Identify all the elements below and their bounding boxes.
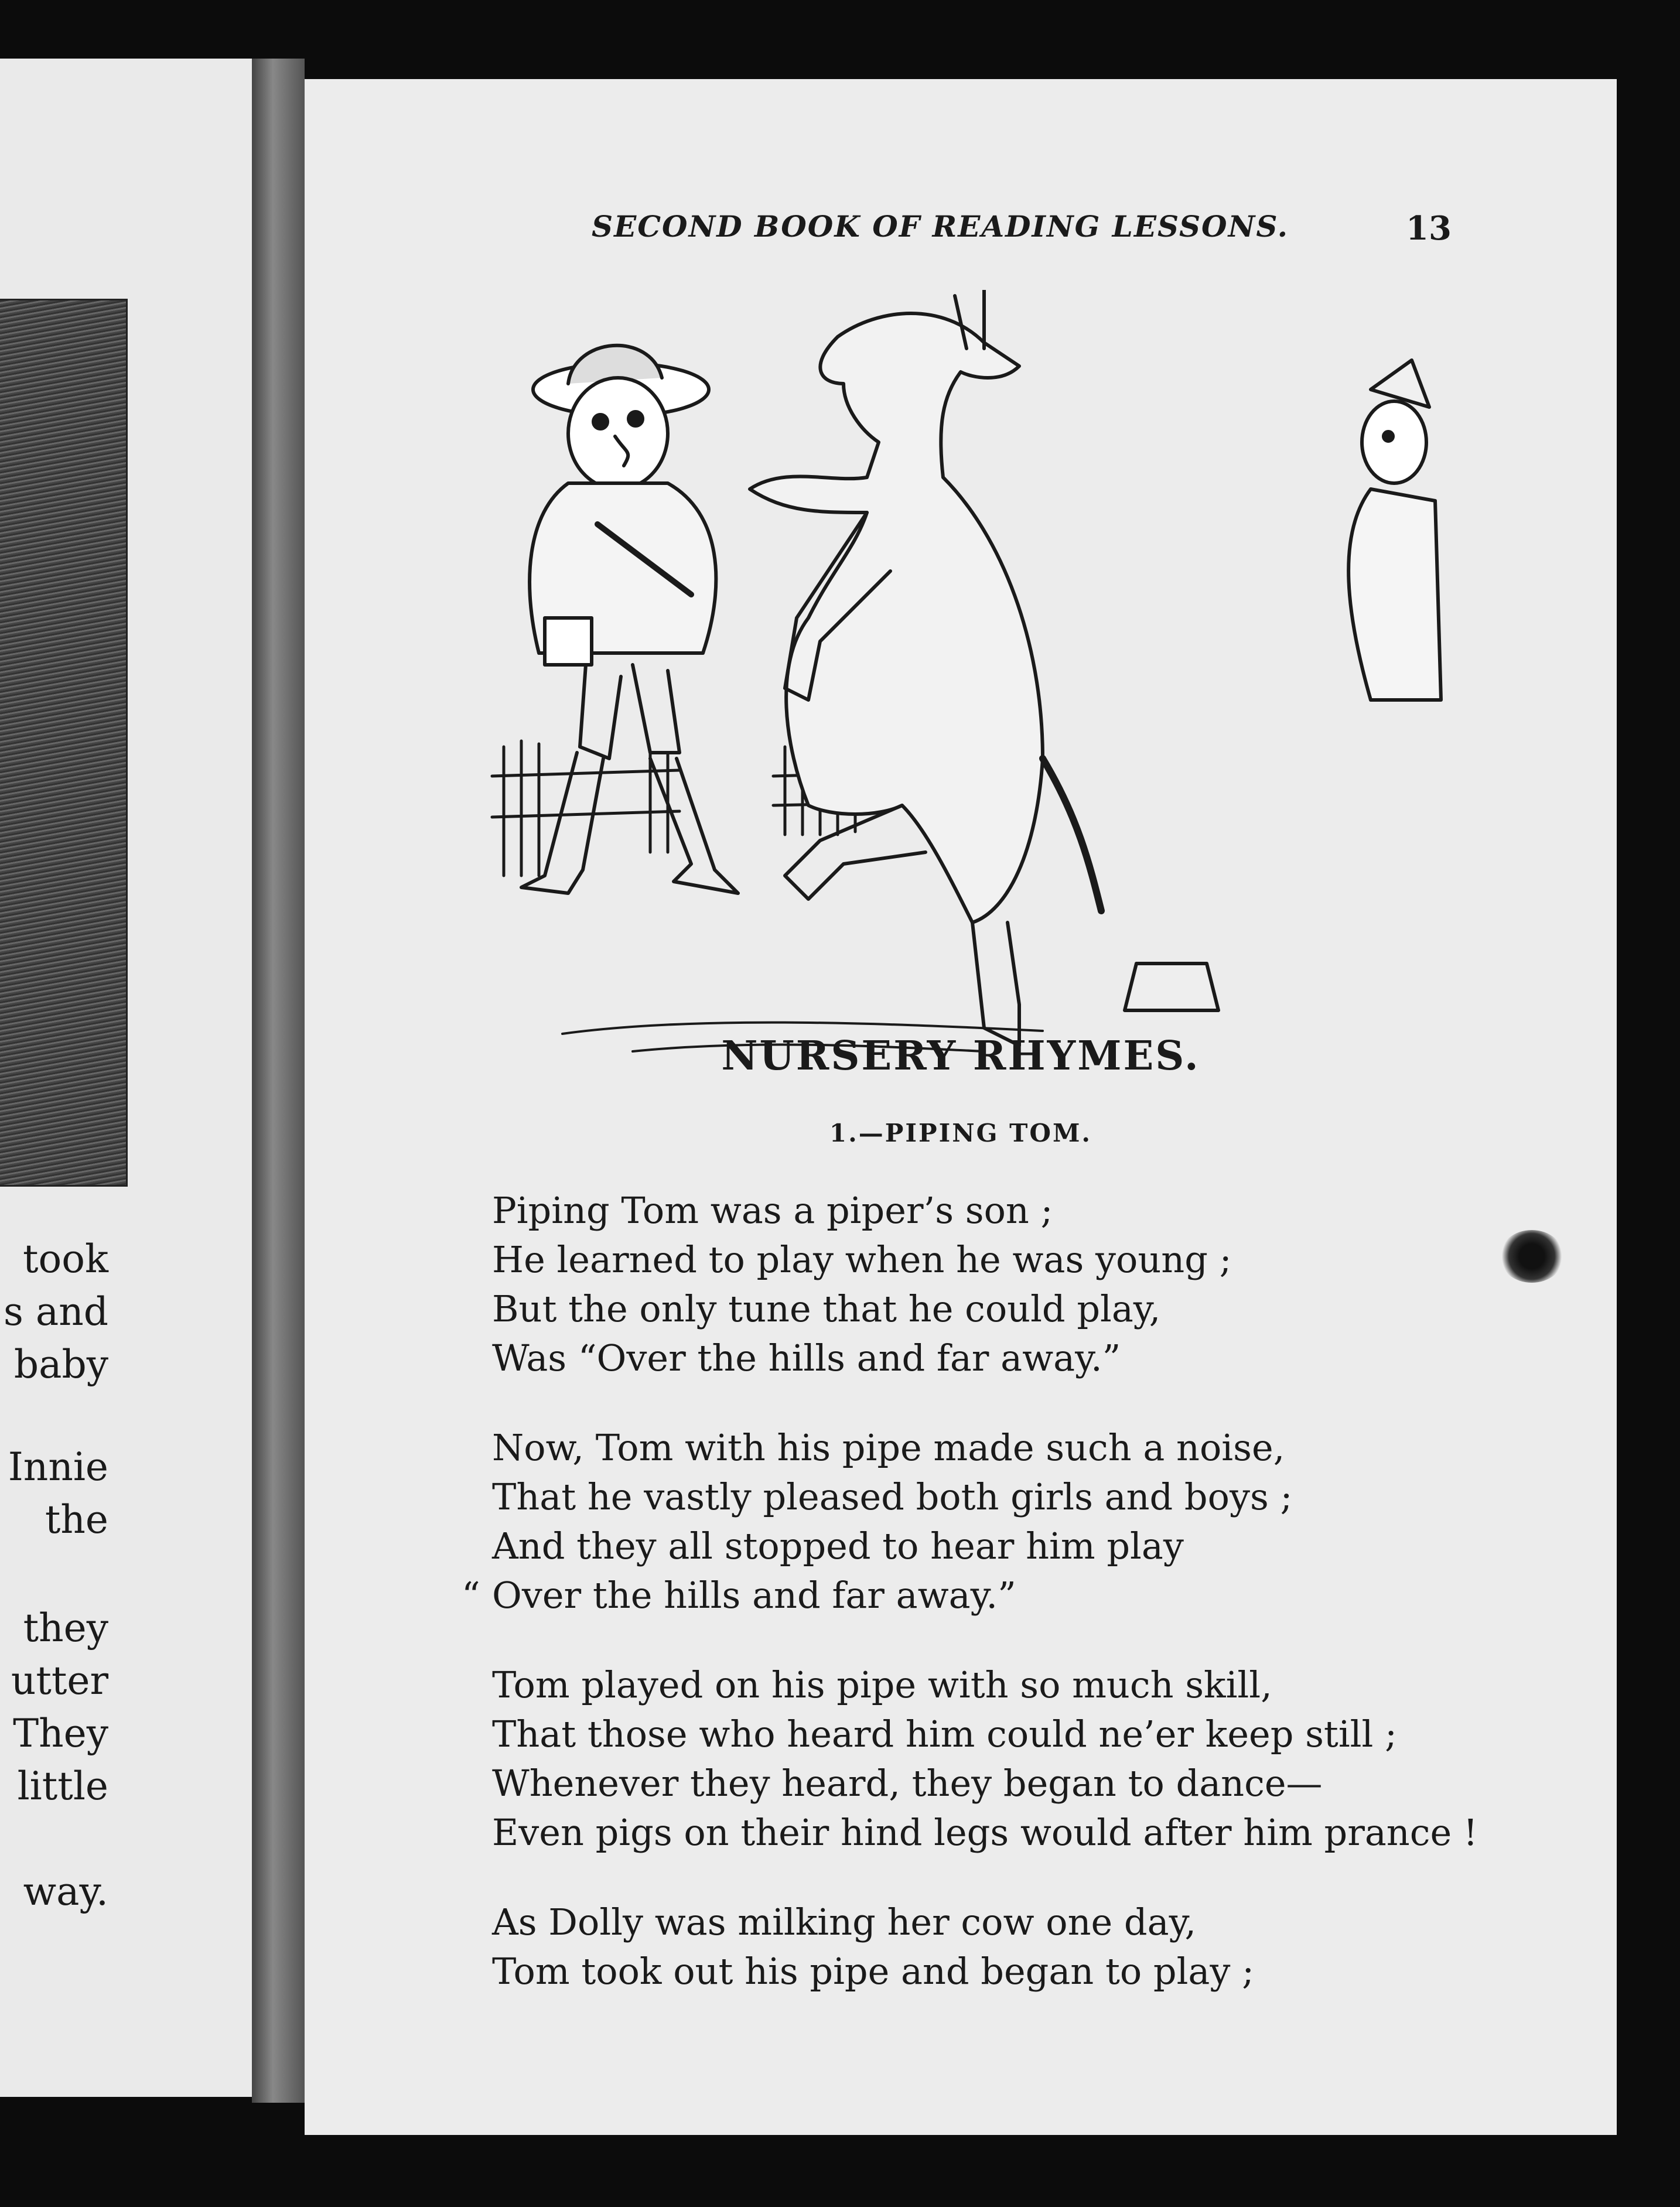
left-fragment: the xyxy=(45,1497,108,1542)
left-fragment: little xyxy=(17,1764,108,1809)
left-fragment: utter xyxy=(11,1658,108,1703)
poem-title: 1.—PIPING TOM. xyxy=(829,1119,1092,1147)
left-fragment: They xyxy=(13,1711,108,1756)
poem-line: Tom played on his pipe with so much skill, xyxy=(492,1663,1272,1706)
poem-line: Piping Tom was a piper’s son ; xyxy=(492,1189,1053,1232)
poem-line: As Dolly was milking her cow one day, xyxy=(492,1901,1197,1943)
milk-bucket xyxy=(1125,964,1218,1010)
poem-line: Over the hills and far away.” xyxy=(492,1574,1016,1617)
stanza-1 xyxy=(492,1186,1232,1383)
left-fragment: took xyxy=(23,1236,108,1282)
stanza-3 xyxy=(492,1661,1478,1857)
ink-blot xyxy=(1500,1230,1564,1283)
poem-line-with-hanging-quote xyxy=(462,1571,1292,1620)
poem-line: Tom took out his pipe and began to play ; xyxy=(492,1950,1255,1993)
poem-line: Even pigs on their hind legs would after him prance ! xyxy=(492,1811,1478,1854)
left-fragment: they xyxy=(23,1605,108,1651)
left-engraving-image xyxy=(0,299,128,1187)
piper-figure xyxy=(521,346,738,893)
left-fragment: way. xyxy=(23,1869,108,1914)
left-fragment: s and xyxy=(4,1289,108,1334)
piper-and-horse-illustration xyxy=(457,290,1500,1098)
poem-line: Was “Over the hills and far away.” xyxy=(492,1337,1121,1379)
running-head: SECOND BOOK OF READING LESSONS. xyxy=(592,209,1289,244)
poem-line: Now, Tom with his pipe made such a noise, xyxy=(492,1426,1285,1469)
poem-line: And they all stopped to hear him play xyxy=(492,1525,1184,1567)
left-fragment: baby xyxy=(13,1342,108,1387)
left-page xyxy=(0,59,252,2097)
section-title: NURSERY RHYMES. xyxy=(721,1033,1200,1079)
poem-line: That those who heard him could ne’er keep still ; xyxy=(492,1713,1397,1755)
stanza-4 xyxy=(492,1898,1254,1996)
hanging-quote-mark: “ xyxy=(462,1574,480,1617)
book-gutter xyxy=(252,59,305,2103)
page-number: 13 xyxy=(1406,209,1452,248)
right-page xyxy=(305,79,1617,2135)
poem-line: That he vastly pleased both girls and boys ; xyxy=(492,1475,1293,1518)
stanza-2 xyxy=(462,1423,1293,1620)
onlooker-figure xyxy=(1348,360,1441,700)
rearing-horse-figure xyxy=(750,290,1101,1046)
poem-line: Whenever they heard, they began to dance— xyxy=(492,1762,1323,1805)
poem-line: But the only tune that he could play, xyxy=(492,1287,1161,1330)
poem-line: He learned to play when he was young ; xyxy=(492,1238,1232,1281)
left-fragment: Innie xyxy=(8,1444,108,1489)
